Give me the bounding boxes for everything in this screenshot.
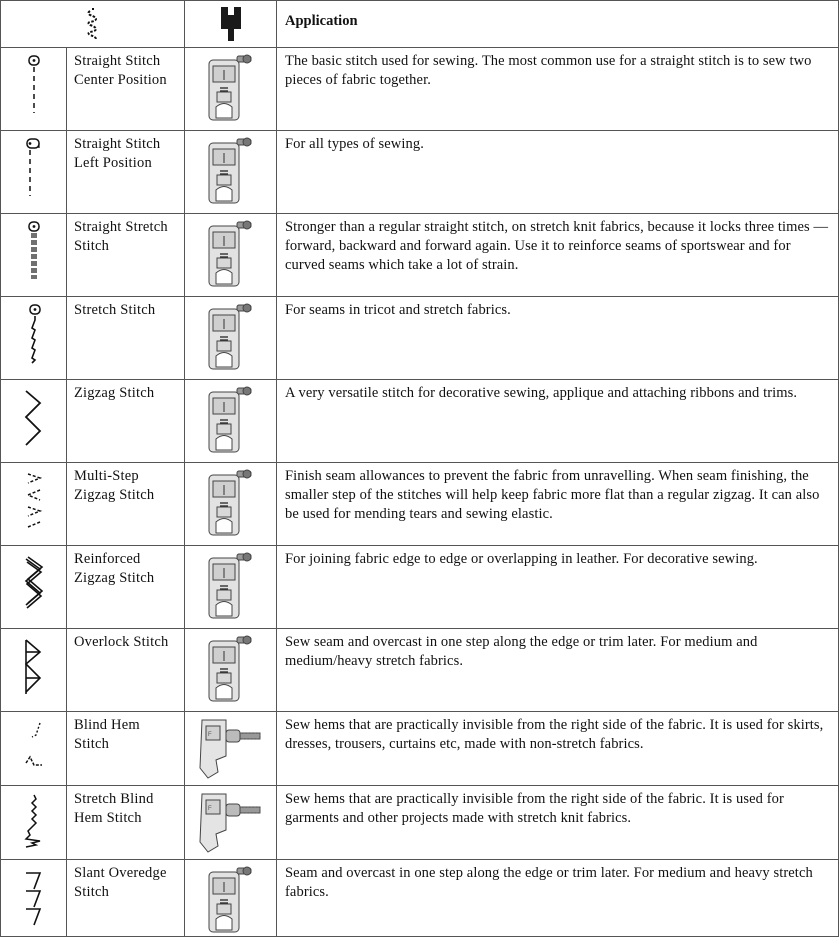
presser-foot-cell: [185, 860, 277, 937]
stitch-icon-cell: [1, 546, 67, 629]
table-row: [1, 297, 839, 380]
application-cell: [277, 463, 839, 546]
stitch-name-cell: [67, 48, 185, 131]
presser-foot-cell: [185, 48, 277, 131]
stitch-description: Sew hems that are practically invisible from the right side of the fabric. It is used for skirts, dresses, trousers, curtains etc, made with non-stretch fabrics.: [285, 717, 824, 752]
stitch-name-cell: [67, 380, 185, 463]
stitch-name-cell: [67, 860, 185, 937]
table-row: [1, 48, 839, 131]
standard-foot-icon: [185, 131, 276, 207]
stitch-icon-cell: [1, 712, 67, 786]
standard-foot-icon: [185, 380, 276, 456]
table-row: [1, 629, 839, 712]
stitch-description: Seam and overcast in one step along the edge or trim later. For medium and heavy stretch fabrics.: [285, 865, 813, 900]
blind-hem-foot-icon: [185, 712, 276, 782]
application-cell: [277, 629, 839, 712]
stretch-icon: [1, 297, 66, 366]
table-row: [1, 214, 839, 297]
stitch-name: Straight Stitch Center Position: [74, 53, 167, 88]
stitch-description: For all types of sewing.: [285, 136, 424, 152]
table-row: [1, 546, 839, 629]
application-cell: [277, 380, 839, 463]
foot-header-cell: [185, 1, 277, 48]
stitch-name-cell: [67, 214, 185, 297]
svg-text:F: F: [207, 806, 212, 812]
application-cell: [277, 860, 839, 937]
stitch-icon-cell: [1, 463, 67, 546]
application-cell: [277, 297, 839, 380]
blind-hem-icon: [1, 712, 66, 781]
stitch-icon-cell: [1, 131, 67, 214]
table-row: [1, 786, 839, 860]
stitch-name: Straight Stretch Stitch: [74, 219, 168, 254]
stitch-description: Sew hems that are practically invisible from the right side of the fabric. It is used for garments and other projects made with stretch knit fabrics.: [285, 791, 784, 826]
stitch-name: Overlock Stitch: [74, 634, 169, 650]
standard-foot-icon: [185, 214, 276, 290]
svg-text:F: F: [207, 732, 212, 738]
stitch-name: Multi-Step Zigzag Stitch: [74, 468, 155, 503]
table-row: [1, 463, 839, 546]
stitch-description: Finish seam allowances to prevent the fabric from unravelling. When seam finishing, the smaller step of the stitches will help keep fabric more flat than a regular zigzag. It can also be used for mending tears and sewing elastic.: [285, 468, 820, 522]
straight-left-icon: [1, 131, 66, 200]
stitch-icon-cell: [1, 297, 67, 380]
slant-overedge-icon: [1, 860, 66, 929]
stitch-name: Stretch Blind Hem Stitch: [74, 791, 154, 826]
application-cell: [277, 546, 839, 629]
presser-foot-cell: [185, 380, 277, 463]
stitch-name: Reinforced Zigzag Stitch: [74, 551, 155, 586]
standard-foot-icon: [185, 297, 276, 373]
standard-foot-icon: [185, 546, 276, 622]
table-row: [1, 860, 839, 937]
reinforced-zigzag-icon: [1, 546, 66, 615]
stitch-description: The basic stitch used for sewing. The most common use for a straight stitch is to sew two pieces of fabric together.: [285, 53, 812, 88]
stitch-name: Blind Hem Stitch: [74, 717, 140, 752]
stitch-icon-cell: [1, 786, 67, 860]
stitch-name-cell: [67, 546, 185, 629]
table-row: [1, 131, 839, 214]
standard-foot-icon: [185, 48, 276, 124]
presser-foot-cell: [185, 546, 277, 629]
stitch-name-cell: [67, 712, 185, 786]
stitch-icon-cell: [1, 629, 67, 712]
header-row: [1, 1, 839, 48]
stitch-name: Zigzag Stitch: [74, 385, 155, 401]
stitch-description: Stronger than a regular straight stitch, on stretch knit fabrics, because it locks three times — forward, backward and forward again. Use it to reinforce seams of sportswear and for curved seams which take a lot of strain.: [285, 219, 829, 273]
straight-stretch-icon: [1, 214, 66, 283]
zigzag-icon: [1, 380, 66, 449]
blind-hem-foot-icon: [185, 786, 276, 856]
presser-foot-cell: [185, 786, 277, 860]
stitch-description: Sew seam and overcast in one step along the edge or trim later. For medium and medium/heavy stretch fabrics.: [285, 634, 758, 669]
stitch-name-cell: [67, 131, 185, 214]
standard-foot-icon: [185, 463, 276, 539]
presser-foot-cell: [185, 214, 277, 297]
overlock-icon: [1, 629, 66, 698]
presser-foot-cell: [185, 131, 277, 214]
multi-step-zigzag-icon: [1, 463, 66, 532]
presser-foot-cell: [185, 297, 277, 380]
application-header-cell: [277, 1, 839, 48]
stitch-name: Straight Stitch Left Position: [74, 136, 161, 171]
stitch-description: For seams in tricot and stretch fabrics.: [285, 302, 511, 318]
stitch-icon-cell: [1, 860, 67, 937]
presser-foot-symbol-icon: [218, 5, 244, 43]
presser-foot-cell: [185, 463, 277, 546]
stitch-description: For joining fabric edge to edge or overlapping in leather. For decorative sewing.: [285, 551, 758, 567]
table-row: [1, 380, 839, 463]
application-cell: [277, 786, 839, 860]
stitch-icon-cell: [1, 214, 67, 297]
application-header: Application: [285, 13, 358, 29]
stitch-name-cell: [67, 629, 185, 712]
table-row: [1, 712, 839, 786]
stitch-name-cell: [67, 463, 185, 546]
presser-foot-cell: [185, 629, 277, 712]
stitch-name: Slant Overedge Stitch: [74, 865, 167, 900]
application-cell: [277, 48, 839, 131]
stitch-header-cell: [1, 1, 185, 48]
stitch-name-cell: [67, 786, 185, 860]
stitch-name-cell: [67, 297, 185, 380]
application-cell: [277, 131, 839, 214]
stitch-icon-cell: [1, 380, 67, 463]
application-cell: [277, 712, 839, 786]
standard-foot-icon: [185, 629, 276, 705]
stitch-description: A very versatile stitch for decorative sewing, applique and attaching ribbons and trims.: [285, 385, 798, 401]
stitch-name: Stretch Stitch: [74, 302, 156, 318]
stitch-icon-cell: [1, 48, 67, 131]
presser-foot-cell: [185, 712, 277, 786]
stitch-symbol-icon: [83, 6, 103, 42]
standard-foot-icon: [185, 860, 276, 936]
straight-center-icon: [1, 48, 66, 117]
stretch-blind-hem-icon: [1, 786, 66, 855]
application-cell: [277, 214, 839, 297]
